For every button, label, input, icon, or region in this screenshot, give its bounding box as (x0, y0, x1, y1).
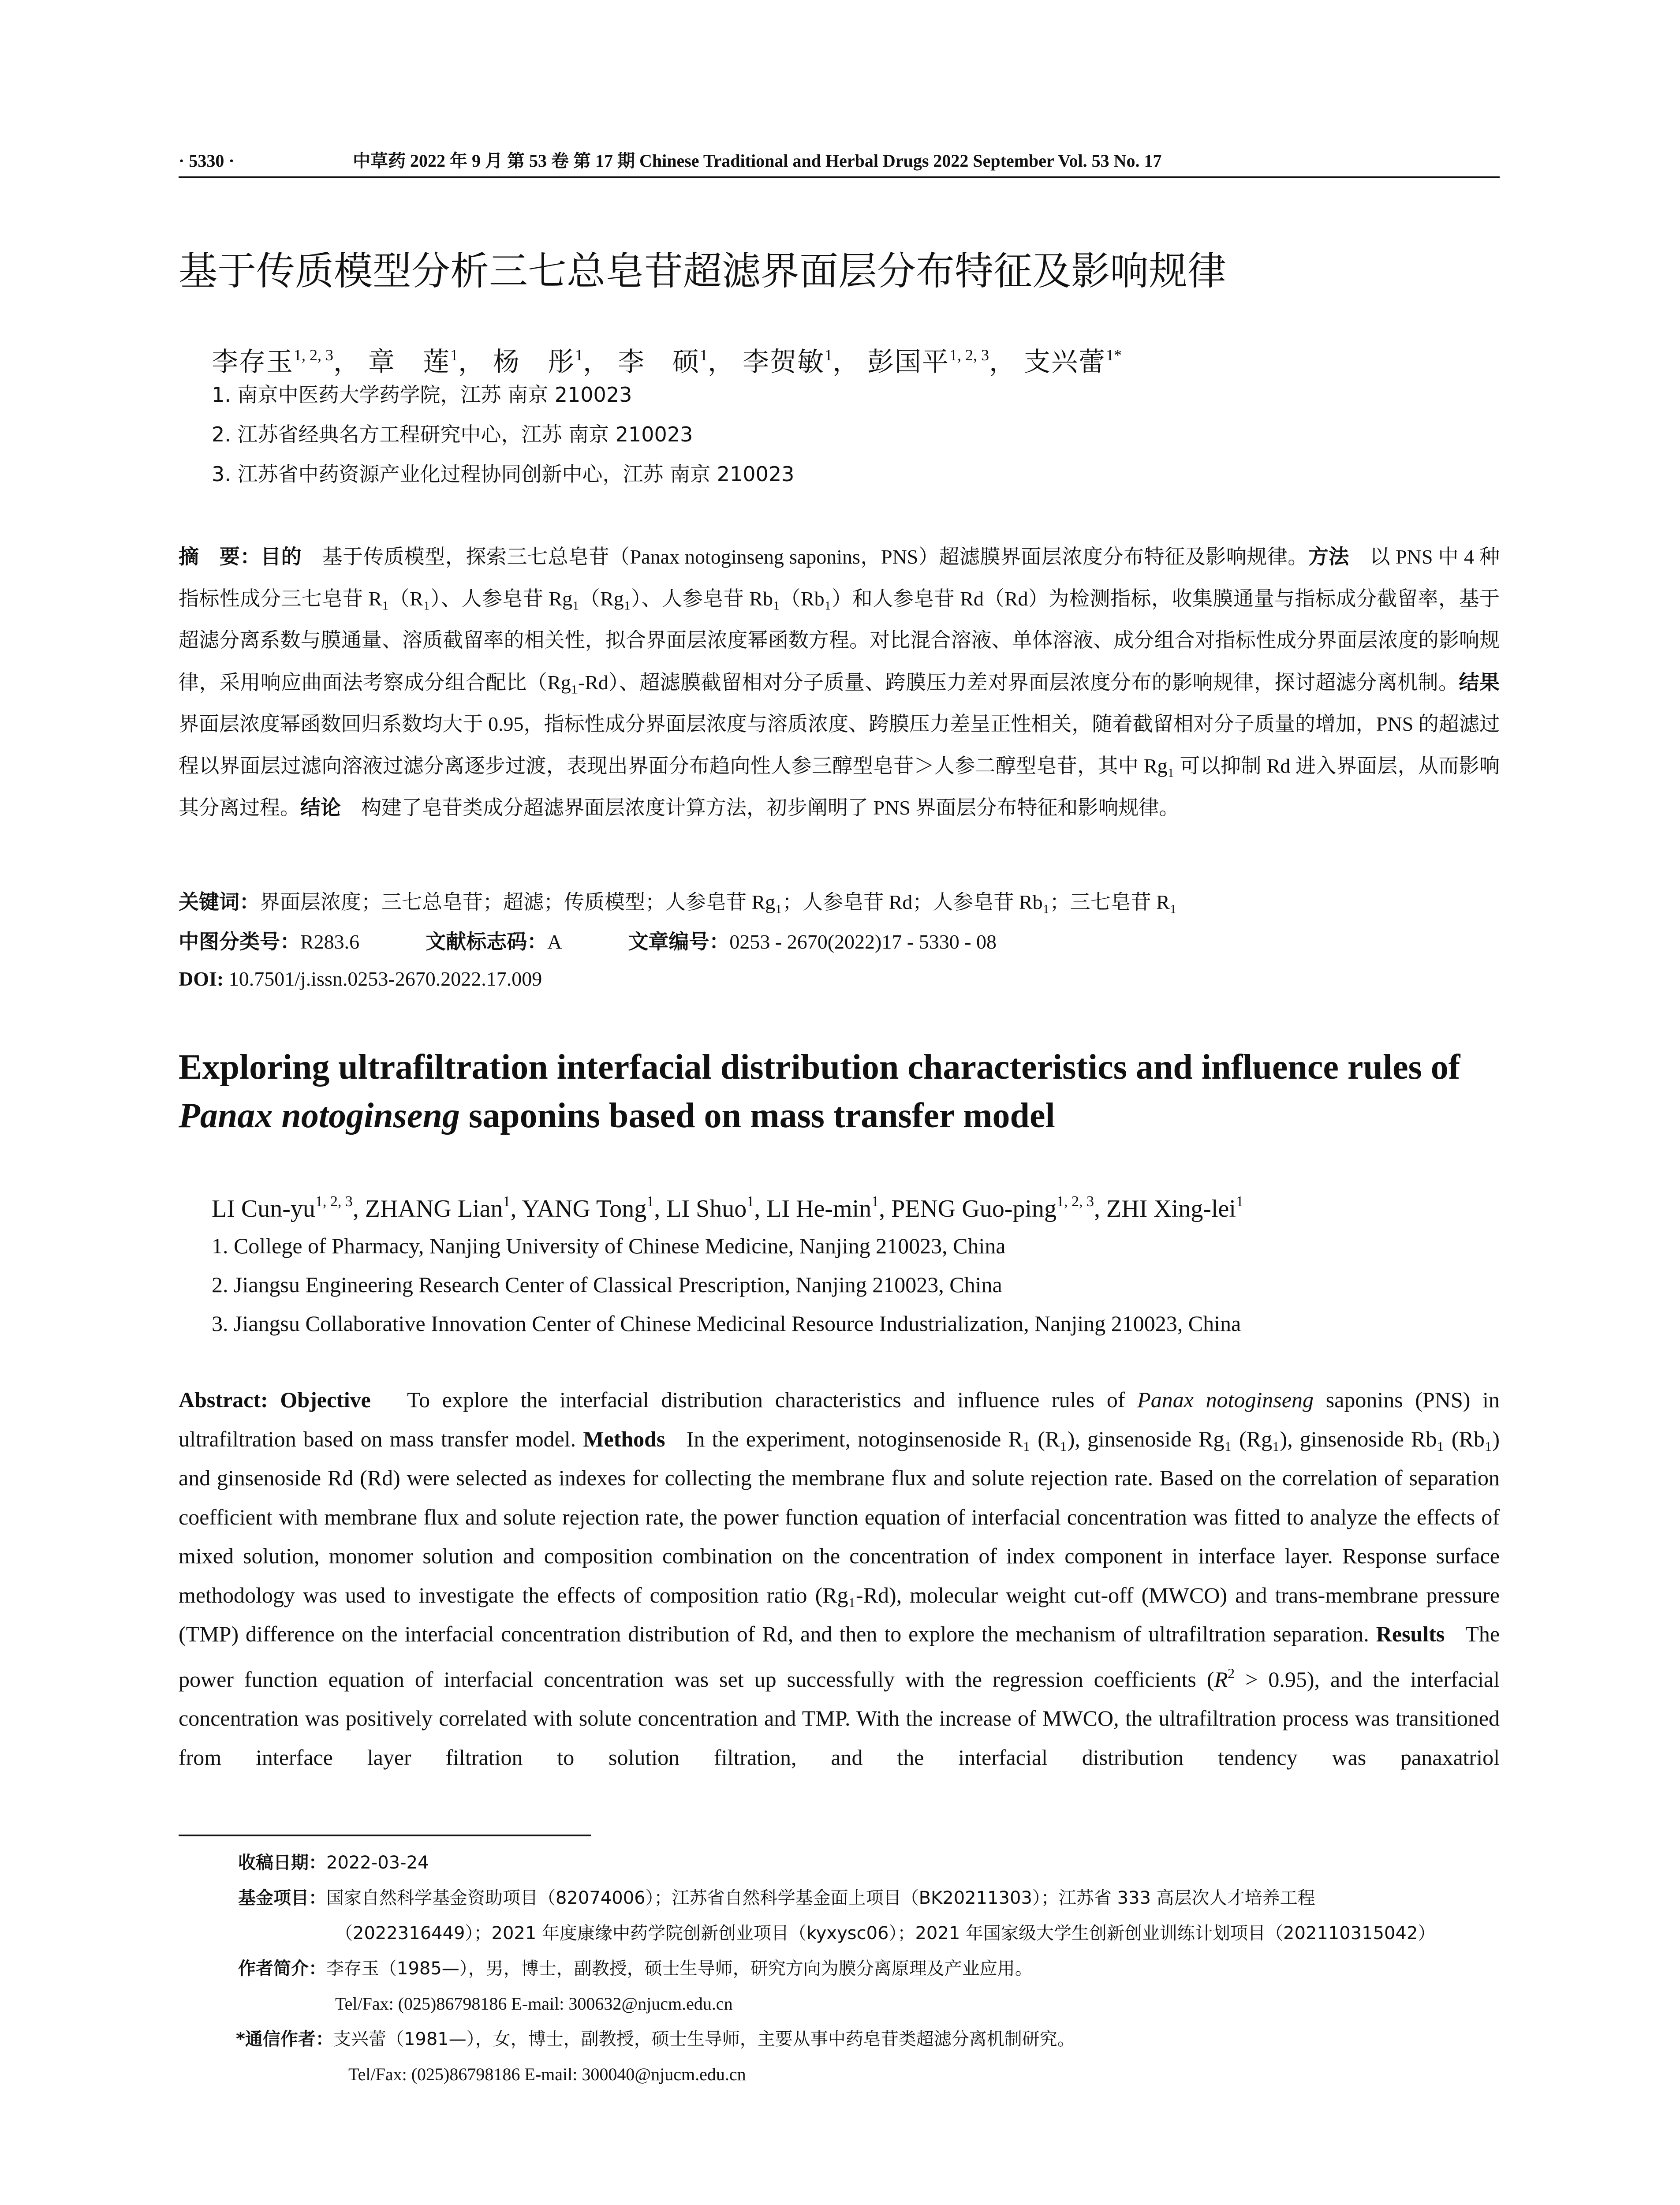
english-author-list: LI Cun-yu$^{1, 2, 3}$, ZHANG Lian$^1$, YANG Tong$^1$, LI Shuo$^1$, LI $He-\min^1$, PENG Guo-ping$^{1, 2, 3}$, ZHI Xing-lei$^1$ (212, 1193, 1243, 1222)
author-affil-sup: 1 (700, 346, 708, 364)
author-affil-sup: 1 (1236, 1193, 1243, 1210)
author-name: LI Cun-yu (212, 1195, 315, 1222)
author-name: 支兴蕾 (1024, 348, 1106, 377)
author-affil-sup: 1 (646, 1193, 654, 1210)
author-affil-sup: 1, 2, 3 (949, 346, 989, 364)
author-name: 李贺敏 (743, 348, 825, 377)
author-intro-text: 李存玉（1985—），男，博士，副教授，硕士生导师，研究方向为膜分离原理及产业应用。 (326, 1958, 1033, 1979)
fund-text-1: 国家自然科学基金资助项目（82074006）；江苏省自然科学基金面上项目（BK20211303）；江苏省 333 高层次人才培养工程 (326, 1888, 1315, 1908)
conclusion-text: 构建了皂苷类成分超滤界面层浓度计算方法，初步阐明了 PNS 界面层分布特征和影响规律。 (361, 796, 1180, 819)
results-text-b: > 0.95), and the interfacial concentration was positively correlated with solute concentration and TMP. With the increase of MWCO, the ultrafiltration process was transitioned from interface layer filtration to solution filtration, and the interfacial distribution tendency was panaxatriol (179, 1667, 1500, 1770)
received-date (238, 1846, 429, 1880)
fund-label: 基金项目： (238, 1888, 326, 1908)
author-affil-sup: 1, 2, 3 (1057, 1193, 1094, 1210)
corresponding-text: 支兴蕾（1981—），女，博士，副教授，硕士生导师，主要从事中药皂苷类超滤分离机制研究。 (333, 2029, 1075, 2049)
author-affil-sup: 1 (575, 346, 583, 364)
objective-label: 目的 (261, 545, 302, 568)
corresponding-author (236, 2022, 1075, 2056)
keywords-label: 关键词： (179, 890, 260, 914)
doc-code-value: A (547, 931, 562, 953)
corresponding-label: *通信作者： (236, 2029, 333, 2049)
keywords-line (179, 884, 1177, 920)
doi-label: DOI: (179, 968, 224, 990)
chinese-affiliation-1: 1. 南京中医药大学药学院，江苏 南京 210023 (212, 383, 632, 407)
abstract-label: 摘 要： (179, 545, 261, 568)
english-affiliation-3: 3. Jiangsu Collaborative Innovation Center of Chinese Medicinal Resource Industrialization, Nanjing 210023, China (212, 1311, 1241, 1336)
english-affiliation-1: 1. College of Pharmacy, Nanjing University of Chinese Medicine, Nanjing 210023, China (212, 1233, 1006, 1258)
objective-species: Panax notoginseng (1137, 1387, 1314, 1412)
clc-value: R283.6 (300, 931, 360, 953)
author-name: ZHANG Lian (365, 1195, 503, 1222)
fund-line-2: （2022316449）；2021 年度康缘中药学院创新创业项目（kyxysc06）；2021 年国家级大学生创新创业训练计划项目（202110315042） (335, 1923, 1436, 1943)
classification-line (179, 924, 997, 960)
author-affil-sup: 1 (747, 1193, 754, 1210)
keywords-text: 界面层浓度；三七总皂苷；超滤；传质模型；人参皂苷 Rg₁；人参皂苷 Rd；人参皂苷 Rb₁；三七皂苷 R₁ (260, 891, 1177, 913)
author-affil-sup: 1, 2, 3 (315, 1193, 353, 1210)
author-name: LI Shuo (666, 1195, 747, 1222)
author-affil-sup: 1 (503, 1193, 511, 1210)
objective-text-b: saponins (PNS) in ultrafiltration based on mass transfer model. (179, 1387, 1500, 1451)
english-title-italic: Panax notoginseng (179, 1096, 460, 1135)
author-intro-label: 作者简介： (238, 1958, 326, 1979)
chinese-abstract (179, 536, 1500, 829)
author-name: 杨 彤 (493, 348, 575, 377)
corresponding-contact: Tel/Fax: (025)86798186 E-mail: 300040@njucm.edu.cn (348, 2064, 746, 2084)
english-affiliation-2: 2. Jiangsu Engineering Research Center of Classical Prescription, Nanjing 210023, China (212, 1272, 1002, 1297)
chinese-title: 基于传质模型分析三七总皂苷超滤界面层分布特征及影响规律 (179, 248, 1227, 294)
objective-text: 基于传质模型，探索三七总皂苷（Panax notoginseng saponins，PNS）超滤膜界面层浓度分布特征及影响规律。 (322, 546, 1308, 568)
author-name: LI He-min (766, 1195, 872, 1222)
footnote-rule (179, 1835, 591, 1836)
methods-label: 方法 (1308, 545, 1349, 568)
page-number: · 5330 · (179, 151, 235, 171)
author-name: 彭国平 (867, 348, 949, 377)
english-title-part1: Exploring ultrafiltration interfacial distribution characteristics and influence rules of (179, 1048, 1460, 1087)
author-affil-sup: 1 (825, 346, 833, 364)
chinese-author-list: 李存玉$^{1, 2, 3}$， 章 莲$^1$， 杨 彤$^1$， 李 硕$^1$， 李贺敏$^1$， 彭国平$^{1, 2, 3}$， 支兴蕾$^{1*}$ (212, 346, 1122, 377)
author-name: ZHI Xing-lei (1106, 1195, 1236, 1222)
author-contact: Tel/Fax: (025)86798186 E-mail: 300632@njucm.edu.cn (335, 1994, 733, 2014)
author-affil-sup: 1, 2, 3 (294, 346, 333, 364)
objective-text-a: To explore the interfacial distribution characteristics and influence rules of (407, 1387, 1138, 1412)
author-affil-sup: 1 (450, 346, 458, 364)
article-no-value: 0253 - 2670(2022)17 - 5330 - 08 (729, 931, 997, 953)
author-affil-sup: 1 (871, 1193, 879, 1210)
methods-label: Methods (583, 1426, 665, 1451)
r-symbol: R (1214, 1667, 1228, 1692)
doi-value: 10.7501/j.issn.0253-2670.2022.17.009 (228, 968, 542, 990)
results-text: 界面层浓度幂函数回归系数均大于 0.95，指标性成分界面层浓度与溶质浓度、跨膜压力差呈正性相关，随着截留相对分子质量的增加，PNS 的超滤过程以界面层过滤向溶液过滤分离逐步过渡，表现出界面分布趋向性人参三醇型皂苷＞人参二醇型皂苷，其中 Rg₁ 可以抑制 Rd 进入界面层，从而影响其分离过程。 (179, 713, 1500, 819)
doc-code-label: 文献标志码： (426, 930, 548, 953)
english-abstract (179, 1380, 1500, 1777)
author-name: 李存玉 (212, 348, 294, 377)
doi-line (179, 961, 542, 997)
author-intro (238, 1951, 1033, 1986)
results-label: 结果 (1459, 670, 1500, 694)
received-value: 2022-03-24 (326, 1853, 429, 1873)
abstract-label: Abstract: Objective (179, 1387, 371, 1412)
conclusion-label: 结论 (300, 796, 341, 819)
article-no-label: 文章编号： (628, 930, 730, 953)
header-rule (179, 176, 1500, 178)
received-label: 收稿日期： (238, 1853, 326, 1873)
author-name: YANG Tong (522, 1195, 647, 1222)
journal-citation: 中草药 2022 年 9 月 第 53 卷 第 17 期 Chinese Traditional and Herbal Drugs 2022 September Vol. 53 No. 17 (353, 151, 1162, 171)
english-title (179, 1043, 1523, 1140)
methods-text: 以 PNS 中 4 种指标性成分三七皂苷 R₁（R₁）、人参皂苷 Rg₁（Rg₁）、人参皂苷 Rb₁（Rb₁）和人参皂苷 Rd（Rd）为检测指标，收集膜通量与指标成分截留率，基于超滤分离系数与膜通量、溶质截留率的相关性，拟合界面层浓度幂函数方程。对比混合溶液、单体溶液、成分组合对指标性成分界面层浓度的影响规律，采用响应曲面法考察成分组合配比（Rg₁-Rd）、超滤膜截留相对分子质量、跨膜压力差对界面层浓度分布的影响规律，探讨超滤分离机制。 (179, 546, 1500, 694)
results-label: Results (1376, 1622, 1445, 1646)
chinese-affiliation-3: 3. 江苏省中药资源产业化过程协同创新中心，江苏 南京 210023 (212, 462, 795, 486)
r-squared-sup: 2 (1228, 1665, 1235, 1681)
running-header (179, 146, 1501, 176)
author-name: 章 莲 (368, 348, 450, 377)
author-name: PENG Guo-ping (891, 1195, 1057, 1222)
clc-label: 中图分类号： (179, 930, 300, 953)
english-title-part2: saponins based on mass transfer model (459, 1096, 1055, 1135)
fund-line-1 (238, 1881, 1315, 1915)
results-text-a: The power function equation of interfacial concentration was set up successfully with the regression coefficients ( (179, 1622, 1500, 1692)
author-name: 李 硕 (618, 348, 700, 377)
author-affil-sup: 1* (1106, 346, 1122, 364)
chinese-affiliation-2: 2. 江苏省经典名方工程研究中心，江苏 南京 210023 (212, 422, 693, 446)
methods-text: In the experiment, notoginsenoside R₁ (R₁), ginsenoside Rg₁ (Rg₁), ginsenoside Rb₁ (Rb₁) and ginsenoside Rd (Rd) were selected as indexes for collecting the membrane flux and solute rejection rate. Based on the correlation of separation coefficient with membrane flux and solute rejection rate, the power function equation of interfacial concentration was fitted to analyze the effects of mixed solution, monomer solution and composition combination on the concentration of index component in interface layer. Response surface methodology was used to investigate the effects of composition ratio (Rg₁-Rd), molecular weight cut-off (MWCO) and trans-membrane pressure (TMP) difference on the interfacial concentration distribution of Rd, and then to explore the mechanism of ultrafiltration separation. (179, 1426, 1500, 1646)
